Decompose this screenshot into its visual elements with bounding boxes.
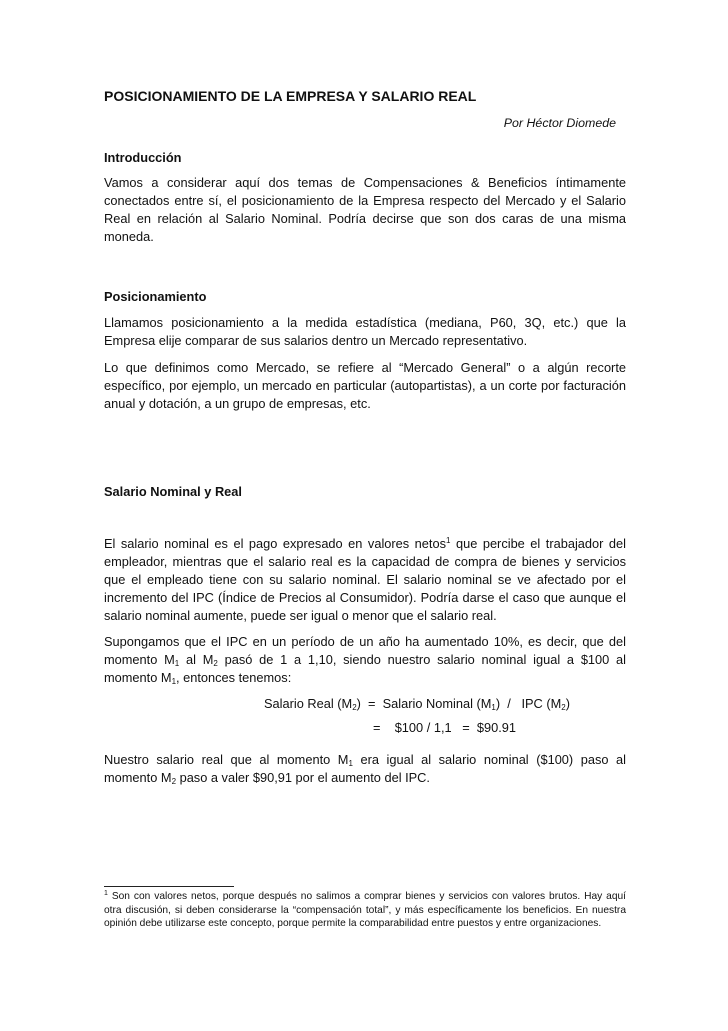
formula-2-text: = $100 / 1,1 = $90.91	[373, 720, 517, 735]
formula-1-part-d: )	[565, 696, 570, 711]
section-heading-salary: Salario Nominal y Real	[104, 484, 242, 499]
document-author: Por Héctor Diomede	[503, 116, 616, 130]
subscript: 1	[348, 759, 353, 768]
subscript: 1	[171, 677, 177, 686]
salary-p3-text-b: era igual al salario nominal ($100) paso al momento M	[104, 752, 626, 785]
footnote-text: Son con valores netos, porque después no salimos a comprar bienes y servicios con valores brutos. Hay aquí otra discusión, si deben considerarse la “compensación total”, y más específicamente los beneficios. En nuestra opinión debe utilizarse este concepto, porque permite la comparabilidad entre puestos y entre organizaciones.	[104, 891, 626, 929]
salary-p2-text-b: al M	[179, 652, 214, 667]
salary-p1-text-a: El salario nominal es el pago expresado en valores netos	[104, 536, 446, 551]
footnote-marker: 1	[104, 890, 108, 897]
salary-p3-text-a: Nuestro salario real que al momento M	[104, 752, 349, 767]
salary-p3-text-c: paso a valer $90,91 por el aumento del IPC.	[176, 770, 430, 785]
salary-p1-text-b: que percibe el trabajador del empleador, mientras que el salario real es la capacidad de compra de bienes y servicios que el empleado tiene con su salario nominal. El salario nominal se ve afectado por el incremento del IPC (Índice de Precios al Consumidor). Podría darse el caso que aunque el salario nominal aumente, puede ser igual o menor que el salario real.	[104, 536, 626, 623]
salary-p2-text-a: Supongamos que el IPC en un período de un año ha aumentado 10%, es decir, que del momento M	[104, 634, 626, 667]
formula-line-2	[104, 719, 626, 737]
subscript: 2	[352, 703, 357, 712]
salary-paragraph-1	[104, 535, 626, 625]
positioning-paragraph-2: Lo que definimos como Mercado, se refiere al “Mercado General” o a algún recorte específico, por ejemplo, un mercado en particular (autopartistas), a un corte por facturación anual y dotación, a un grupo de empresas, etc.	[104, 360, 626, 411]
positioning-paragraph-1: Llamamos posicionamiento a la medida estadística (mediana, P60, 3Q, etc.) que la Empresa elije comparar de sus salarios dentro un Mercado representativo.	[104, 315, 626, 348]
intro-paragraph: Vamos a considerar aquí dos temas de Compensaciones & Beneficios íntimamente conectados entre sí, el posicionamiento de la Empresa respecto del Mercado y el Salario Real en relación al Salario Nominal. Podría decirse que son dos caras de una misma moneda.	[104, 175, 626, 244]
formula-1-part-c: ) / IPC (M	[495, 696, 562, 711]
footnote	[104, 890, 626, 931]
subscript: 1	[491, 703, 496, 712]
footnote-separator	[104, 886, 234, 887]
formula-1-part-a: Salario Real (M	[264, 696, 353, 711]
formula-line-1	[104, 695, 626, 713]
subscript: 2	[561, 703, 566, 712]
salary-p2-text-c: pasó de 1 a 1,10, siendo nuestro salario nominal igual a $100 al momento M	[104, 652, 627, 685]
section-heading-intro: Introducción	[104, 150, 182, 165]
subscript: 2	[171, 777, 177, 786]
document-body	[104, 87, 626, 787]
subscript: 2	[213, 659, 218, 668]
salary-p2-text-d: , entonces tenemos:	[176, 670, 292, 685]
formula-1-part-b: ) = Salario Nominal (M	[356, 696, 492, 711]
subscript: 1	[174, 659, 180, 668]
section-heading-positioning: Posicionamiento	[104, 289, 207, 304]
footnote-reference: 1	[446, 536, 451, 545]
salary-paragraph-3	[104, 751, 626, 787]
salary-paragraph-2	[104, 633, 626, 687]
document-title: POSICIONAMIENTO DE LA EMPRESA Y SALARIO REAL	[104, 88, 477, 104]
